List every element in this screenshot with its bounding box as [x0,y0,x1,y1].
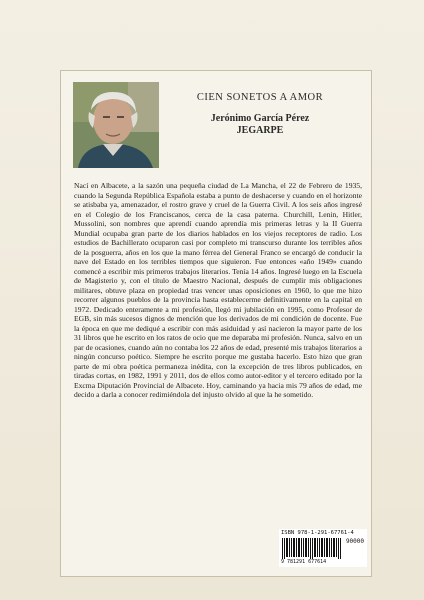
barcode-icon [282,538,342,559]
isbn-barcode [279,529,367,567]
author-photo [73,82,159,168]
isbn-label: ISBN 978-1-291-67761-4 [281,530,354,536]
author-pseudonym: JEGARPE [236,125,284,136]
author-biography: Nací en Albacete, a la sazón una pequeña ciudad de La Mancha, el 22 de Febrero de 1935, cuando la Segunda República Española estaba a punto de deshacerse y cuando en el horizonte se atisbaba ya, amenazador, el rostro grave y cruel de la Guerra Civil. A los seis años ingresé en el Colegio de los Franciscanos, cerca de la casa paterna. Churchill, Lenin, Hitler, Mussolini, son nombres que aprendí cuando aprendía mis primeras letras y la II Guerra Mundial ocupaba gran parte de los diarios hablados en los viejos receptores de radio. Los estudios de Bachillerato ocuparon casi por completo mi transcurso durante los terribles años de la posguerra, años en los que la mano férrea del General Franco se encargó de conducir la nave del Estado en los terribles tiempos que siguieron. Fue entonces «año 1949» cuando comencé a escribir mis primeros trabajos literarios. Tenía 14 años. Ingresé luego en la Escuela de Magisterio y, con el título de Maestro Nacional, después de cumplir mis obligaciones militares, obtuve plaza en propiedad tras vencer unas oposiciones en 1960, lo que me hizo recorrer algunos pueblos de la provincia hasta establecerme definitivamente en la capital en 1972. Dedicado enteramente a mi profesión, llegó mi jubilación en 1995, como Profesor de EGB, sin más sucesos dignos de mención que los derivados de mi condición de docente. Fue la época en que me dediqué a escribir con más asiduidad y así nacieron la mayor parte de los 31 libros que he escrito en los ratos de ocio que me deparaba mi profesión. Nunca, salvo en un par de ocasiones, cuando aún no contaba los 22 años de edad, presenté mis trabajos literarios a ningún concurso poético. Siempre he escrito porque me gustaba hacerlo. Esto hizo que gran parte de mi obra poética permaneza inédita, con la excepción de tres libros publicados, en tiradas cortas, en 1982, 1991 y 2011, dos de ellos como autor-editor y el tercero editado por la Excma Diputación Provincial de Albacete. Hoy, caminando ya hacia mis 79 años de edad, me decido a darla a conocer redimiéndola del injusto olvido al que la he sometido. [74,181,362,399]
barcode-digits: 9 781291 677614 [281,559,327,565]
author-name: Jerónimo García Pérez [210,113,310,124]
book-title: CIEN SONETOS A AMOR [196,92,324,103]
author-block [175,113,345,137]
barcode-price-code: 90000 [345,538,364,545]
